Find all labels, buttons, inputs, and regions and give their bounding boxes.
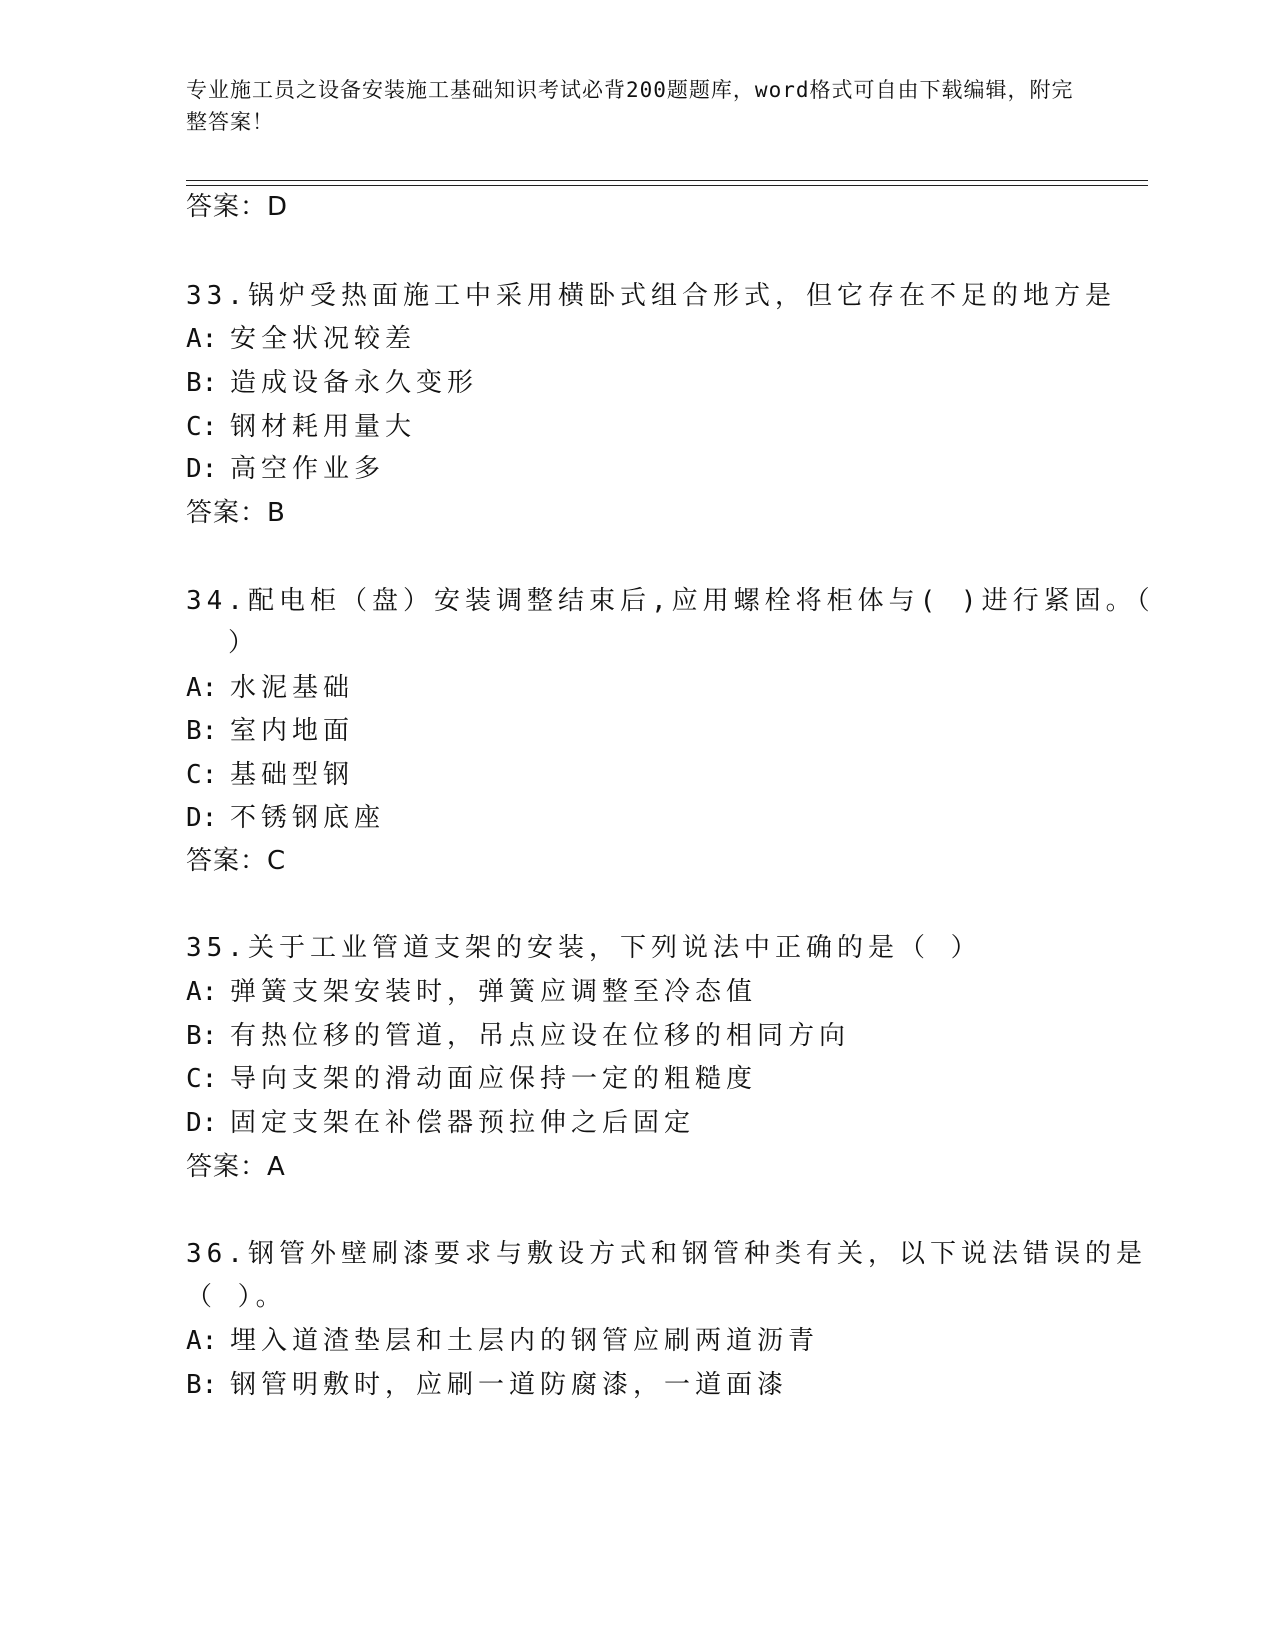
header-rule-bottom: [186, 185, 1148, 186]
question-34-option-a: A: 水泥基础: [186, 673, 355, 703]
question-34-answer: 答案：C: [186, 846, 287, 876]
question-34-stem-continued: ）: [228, 628, 260, 658]
question-33-option-a: A: 安全状况较差: [186, 324, 417, 354]
question-35-option-b: B: 有热位移的管道，吊点应设在位移的相同方向: [186, 1021, 851, 1051]
header-rule-top: [186, 180, 1148, 181]
question-36-stem-continued: （ ）。: [186, 1282, 287, 1312]
document-header: [186, 74, 1086, 138]
question-34-stem: 34.配电柜（盘）安装调整结束后,应用螺栓将柜体与( )进行紧固。（: [186, 586, 1155, 616]
question-34-option-b: B: 室内地面: [186, 716, 355, 746]
question-33-option-c: C: 钢材耗用量大: [186, 412, 417, 442]
question-33-stem: 33.锅炉受热面施工中采用横卧式组合形式，但它存在不足的地方是: [186, 281, 1116, 311]
question-35-answer: 答案：A: [186, 1152, 286, 1182]
question-33-option-d: D: 高空作业多: [186, 454, 386, 484]
question-35-option-c: C: 导向支架的滑动面应保持一定的粗糙度: [186, 1064, 758, 1094]
document-title: 专业施工员之设备安装施工基础知识考试必背200题题库，word格式可自由下载编辑，附完整答案！: [186, 78, 1074, 134]
previous-answer: 答案：D: [186, 192, 289, 222]
question-35-option-a: A: 弹簧支架安装时，弹簧应调整至冷态值: [186, 977, 758, 1007]
question-36-option-b: B: 钢管明敷时，应刷一道防腐漆，一道面漆: [186, 1370, 789, 1400]
question-33-answer: 答案：B: [186, 498, 286, 528]
question-34-option-c: C: 基础型钢: [186, 760, 355, 790]
question-36-option-a: A: 埋入道渣垫层和土层内的钢管应刷两道沥青: [186, 1326, 820, 1356]
question-35-stem: 35.关于工业管道支架的安装，下列说法中正确的是（ ）: [186, 933, 982, 963]
question-35-option-d: D: 固定支架在补偿器预拉伸之后固定: [186, 1108, 696, 1138]
question-34-option-d: D: 不锈钢底座: [186, 803, 386, 833]
question-33-option-b: B: 造成设备永久变形: [186, 368, 479, 398]
question-36-stem: 36.钢管外壁刷漆要求与敷设方式和钢管种类有关，以下说法错误的是: [186, 1239, 1147, 1269]
